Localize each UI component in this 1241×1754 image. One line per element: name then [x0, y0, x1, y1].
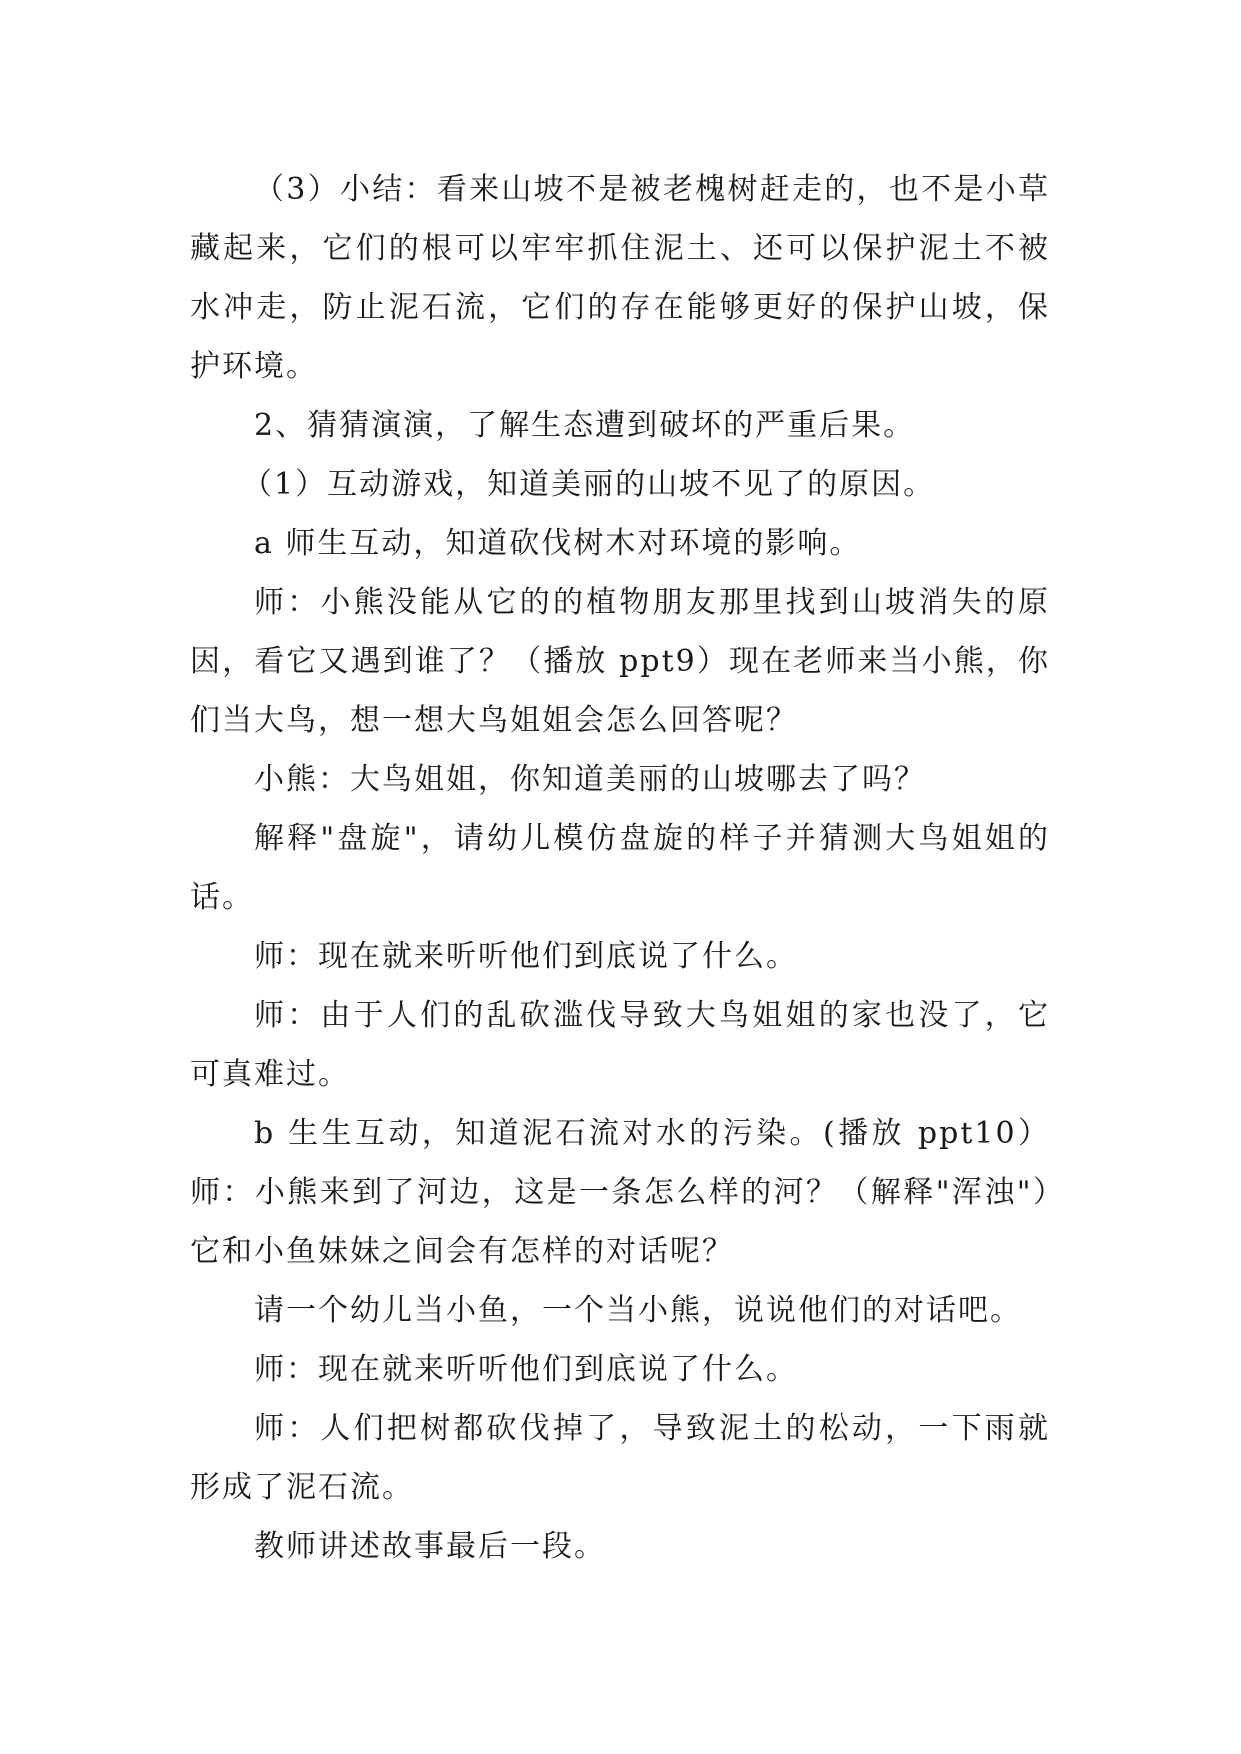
closing-paragraph: 教师讲述故事最后一段。: [254, 1529, 606, 1564]
bear-dialogue-paragraph: 小熊：大鸟姐姐，你知道美丽的山坡哪去了吗？: [254, 762, 926, 797]
instruction-paragraph: 请一个幼儿当小鱼，一个当小熊，说说他们的对话吧。: [254, 1293, 1022, 1328]
teacher-dialogue-paragraph: 师：现在就来听听他们到底说了什么。: [254, 939, 798, 974]
summary-paragraph: （3）小结：看来山坡不是被老槐树赶走的，也不是小草藏起来，它们的根可以牢牢抓住泥土、还可以保护泥土不被水冲走，防止泥石流，它们的存在能够更好的保护山坡，保护环境。: [190, 172, 1050, 384]
teacher-dialogue-paragraph: 师：现在就来听听他们到底说了什么。: [254, 1352, 798, 1387]
teacher-dialogue-paragraph: 师：由于人们的乱砍滥伐导致大鸟姐姐的家也没了，它可真难过。: [190, 998, 1050, 1092]
teacher-dialogue-paragraph: 师：小熊没能从它的的植物朋友那里找到山坡消失的原因，看它又遇到谁了？（播放 ppt9）现在老师来当小熊，你们当大鸟，想一想大鸟姐姐会怎么回答呢？: [190, 585, 1050, 738]
subsection-heading-1: （1）互动游戏，知道美丽的山坡不见了的原因。: [242, 467, 936, 502]
section-heading-2: 2、猜猜演演，了解生态遭到破坏的严重后果。: [254, 408, 916, 443]
explanation-paragraph: 解释"盘旋"，请幼儿模仿盘旋的样子并猜测大鸟姐姐的话。: [190, 821, 1050, 915]
document-body: [190, 160, 1050, 1576]
teacher-dialogue-paragraph: 师：人们把树都砍伐掉了，导致泥土的松动，一下雨就形成了泥石流。: [190, 1411, 1050, 1505]
activity-b-paragraph: b 生生互动，知道泥石流对水的污染。(播放 ppt10）师：小熊来到了河边，这是一条怎么样的河？（解释"浑浊"）它和小鱼妹妹之间会有怎样的对话呢？: [190, 1116, 1050, 1269]
activity-a-heading: a 师生互动，知道砍伐树木对环境的影响。: [254, 526, 862, 561]
